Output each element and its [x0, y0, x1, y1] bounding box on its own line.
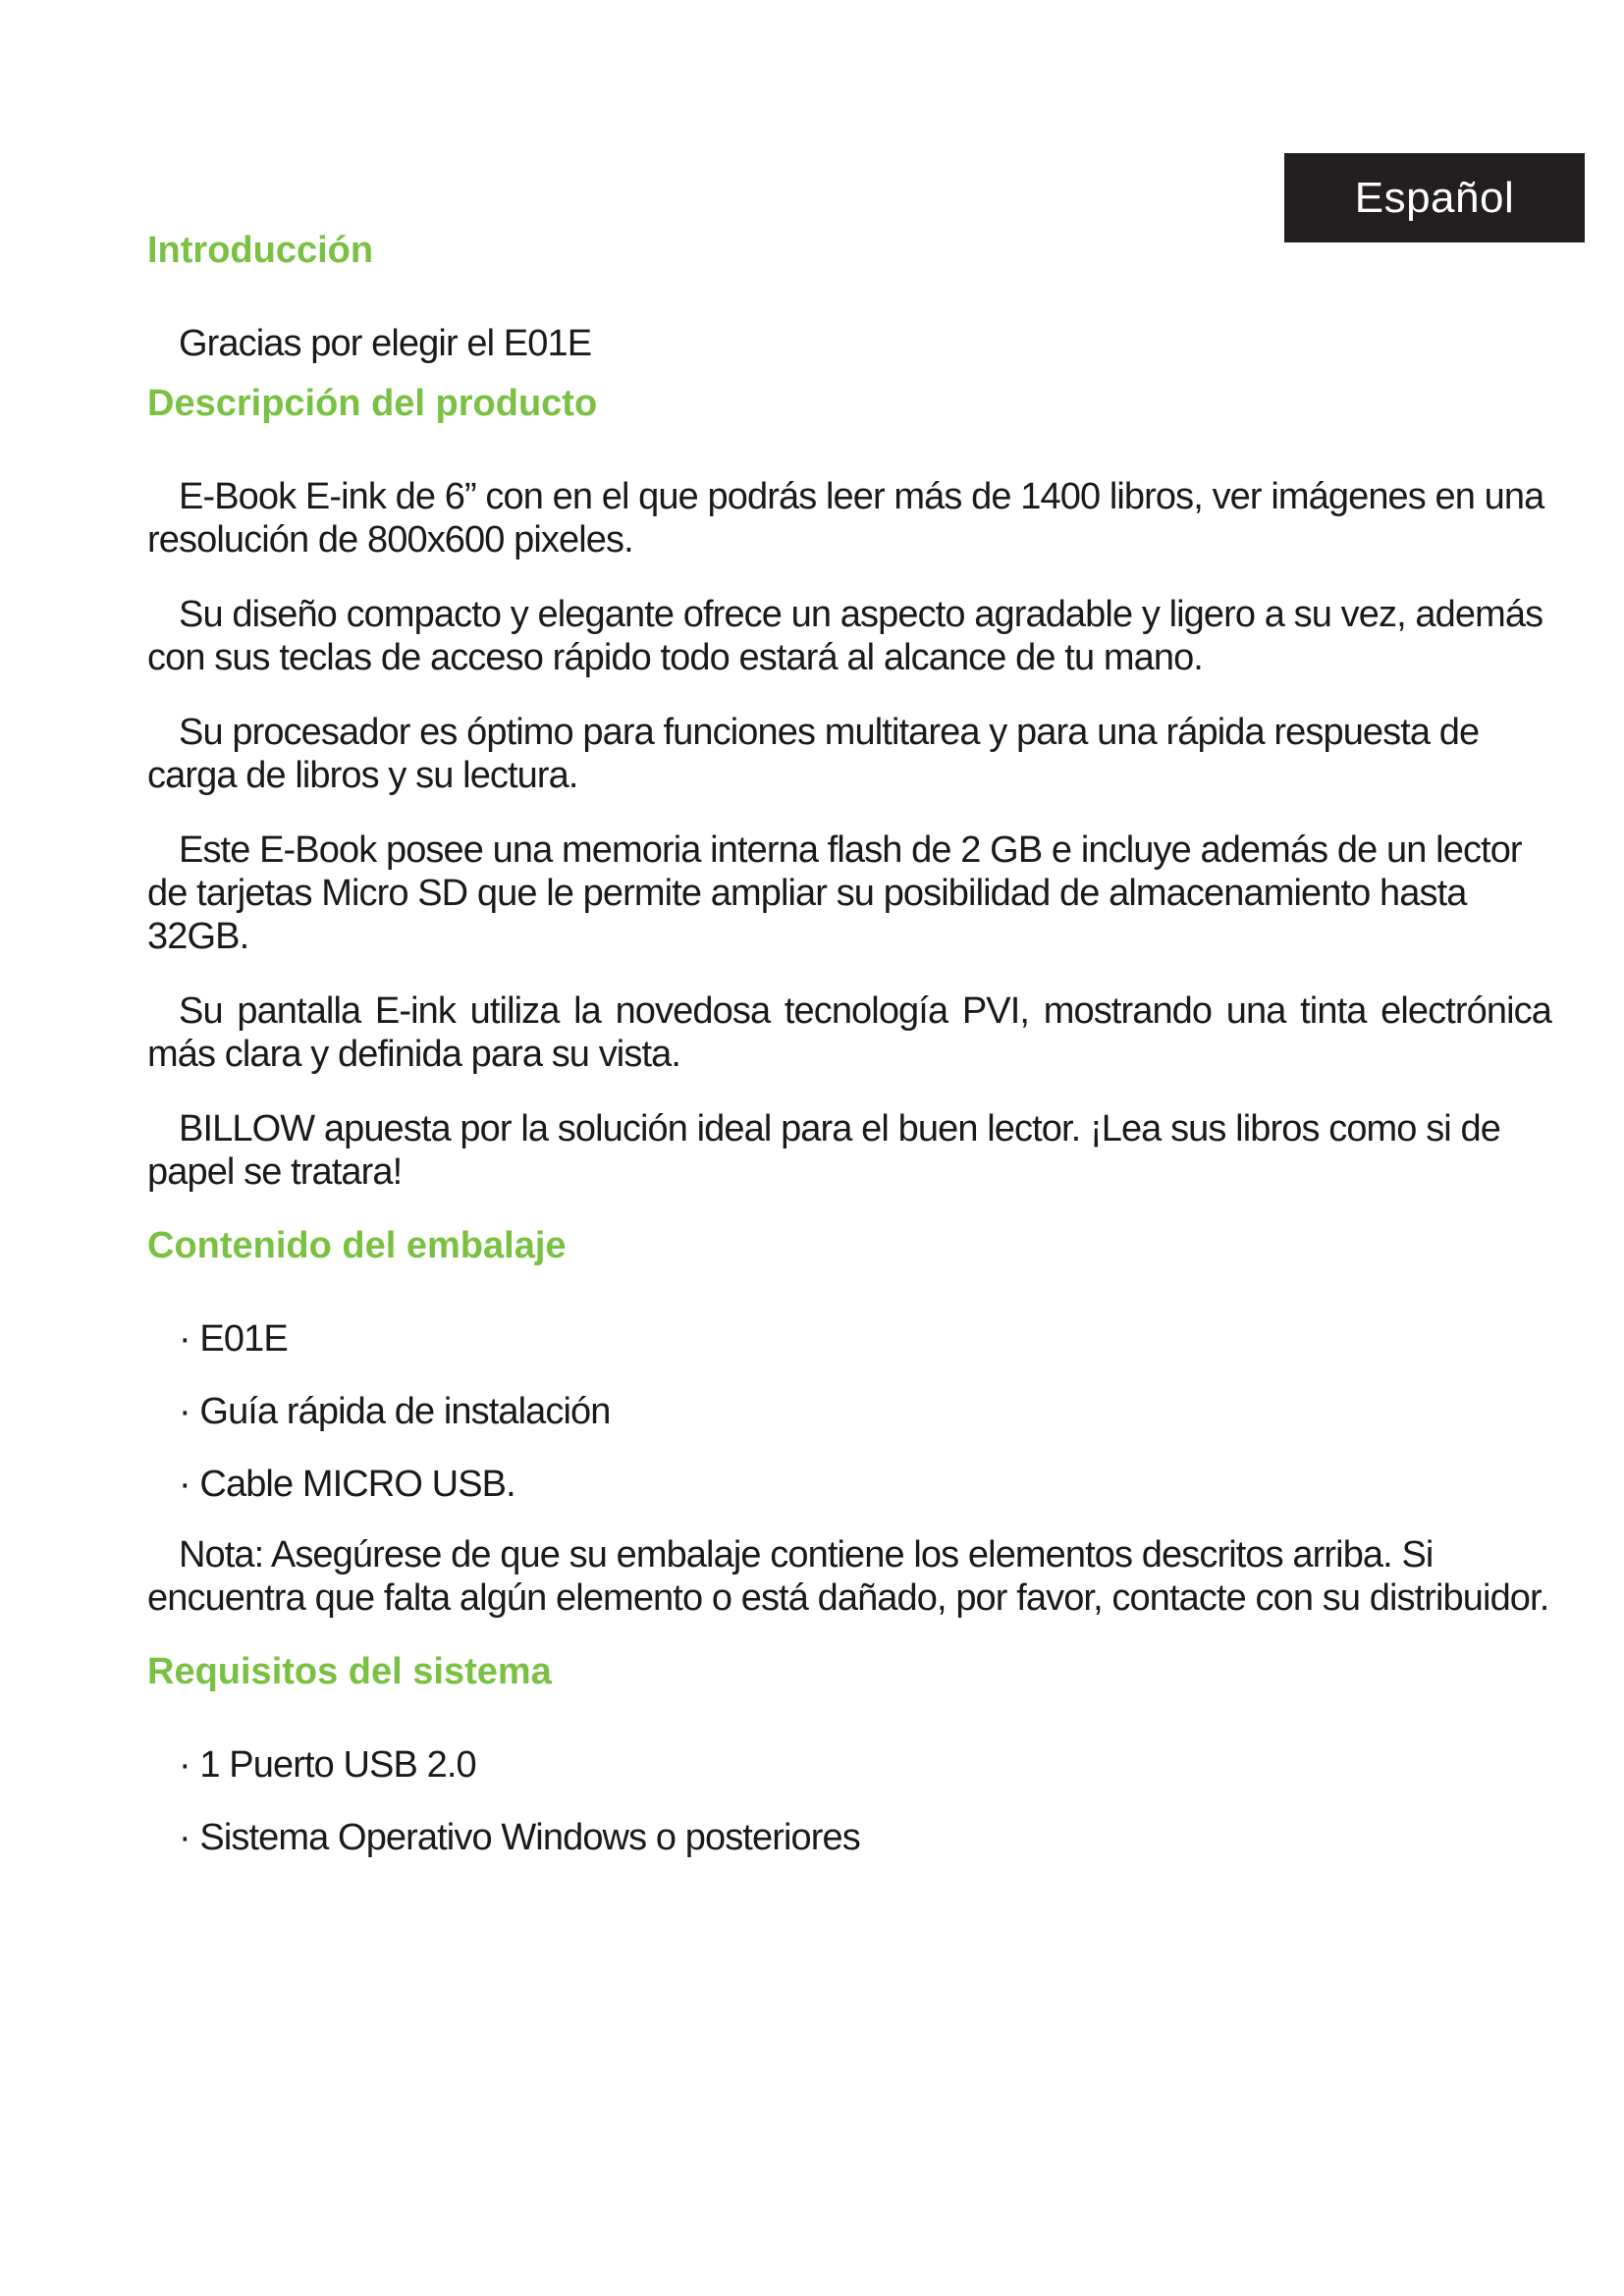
- description-paragraph: BILLOW apuesta por la solución ideal para el buen lector. ¡Lea sus libros como si de papel se tratara!: [147, 1108, 1500, 1193]
- description-paragraph: Su pantalla E-ink utiliza la novedosa tecnología PVI, mostrando una tinta electrónica más clara y definida para su vista.: [147, 990, 1551, 1075]
- section-title-description: Descripción del producto: [147, 383, 598, 424]
- package-item: · Cable MICRO USB.: [179, 1464, 515, 1505]
- package-item: · E01E: [179, 1318, 288, 1360]
- requirement-item: · 1 Puerto USB 2.0: [179, 1744, 476, 1786]
- package-item: · Guía rápida de instalación: [179, 1391, 611, 1432]
- language-badge: Español: [1284, 153, 1585, 242]
- description-paragraph: Su diseño compacto y elegante ofrece un aspecto agradable y ligero a su vez, además con sus teclas de acceso rápido todo estará al alcance de tu mano.: [147, 594, 1543, 678]
- intro-text: Gracias por elegir el E01E: [179, 323, 592, 364]
- section-title-intro: Introducción: [147, 230, 374, 271]
- section-title-package: Contenido del embalaje: [147, 1225, 567, 1266]
- requirement-item: · Sistema Operativo Windows o posteriores: [179, 1817, 860, 1858]
- description-paragraph: Su procesador es óptimo para funciones multitarea y para una rápida respuesta de carga de libros y su lectura.: [147, 712, 1480, 796]
- description-paragraph: Este E-Book posee una memoria interna flash de 2 GB e incluye además de un lector de tarjetas Micro SD que le permite ampliar su posibilidad de almacenamiento hasta 32GB.: [147, 829, 1522, 957]
- document-body: [147, 228, 1551, 1859]
- package-note: Nota: Asegúrese de que su embalaje contiene los elementos descritos arriba. Si encuentra que falta algún elemento o está dañado, por favor, contacte con su distribuidor.: [147, 1534, 1549, 1619]
- section-title-requirements: Requisitos del sistema: [147, 1651, 552, 1692]
- description-paragraph: E-Book E-ink de 6” con en el que podrás leer más de 1400 libros, ver imágenes en una resolución de 800x600 pixeles.: [147, 476, 1544, 561]
